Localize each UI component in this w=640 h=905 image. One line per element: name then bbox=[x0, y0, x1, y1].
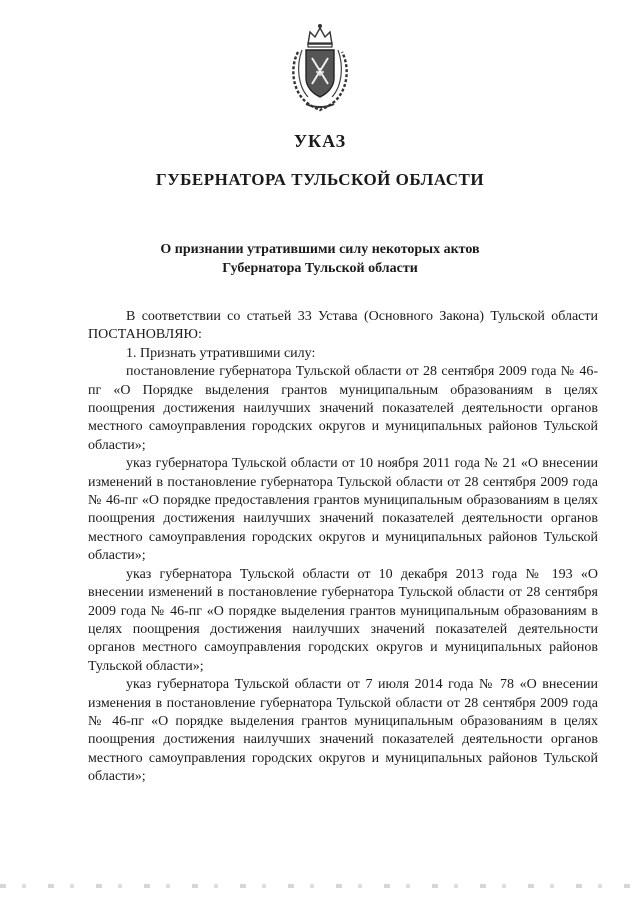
subject-line: О признании утратившими силу некоторых актов bbox=[160, 242, 480, 257]
body-paragraph: указ губернатора Тульской области от 7 июля 2014 года № 78 «О внесении изменения в постановление губернатора Тульской области от 28 сентября 2009 года № 46-пг «О порядке выделения грантов муниципальным образованиям в целях поощрения достижения наилучших значений показателей деятельности органов местного самоуправления городских округов и муниципальных районов Тульской области»; bbox=[88, 677, 598, 785]
document-body bbox=[88, 308, 598, 787]
scan-artifact bbox=[0, 884, 640, 888]
subject-line: Губернатора Тульской области bbox=[222, 261, 418, 276]
body-paragraph: указ губернатора Тульской области от 10 декабря 2013 года № 193 «О внесении изменений в постановление губернатора Тульской области от 28 сентября 2009 года № 46-пг «О порядке выделения грантов муниципальным образованиям в целях поощрения достижения наилучших значений показателей деятельности органов местного самоуправления городских округов и муниципальных районов Тульской области»; bbox=[88, 566, 598, 674]
body-paragraph: постановление губернатора Тульской области от 28 сентября 2009 года № 46-пг «О Порядке выделения грантов муниципальным образованиям в целях поощрения достижения наилучших значений показателей деятельности органов местного самоуправления городских округов и муниципальных районов Тульской области»; bbox=[88, 364, 598, 453]
document-subject bbox=[0, 240, 640, 278]
coat-of-arms-icon bbox=[286, 22, 354, 112]
body-paragraph: В соответствии со статьей 33 Устава (Основного Закона) Тульской области ПОСТАНОВЛЯЮ: bbox=[88, 309, 598, 343]
body-paragraph: 1. Признать утратившими силу: bbox=[126, 345, 316, 361]
document-issuer: ГУБЕРНАТОРА ТУЛЬСКОЙ ОБЛАСТИ bbox=[155, 170, 485, 189]
body-paragraph: указ губернатора Тульской области от 10 ноября 2011 года № 21 «О внесении изменений в постановление губернатора Тульской области от 28 сентября 2009 года № 46-пг «О порядке предоставления грантов муниципальным образованиям в целях поощрения достижения наилучших значений показателей деятельности органов местного самоуправления городских округов и муниципальных районов Тульской области»; bbox=[88, 456, 598, 564]
document-title: УКАЗ bbox=[293, 131, 347, 151]
